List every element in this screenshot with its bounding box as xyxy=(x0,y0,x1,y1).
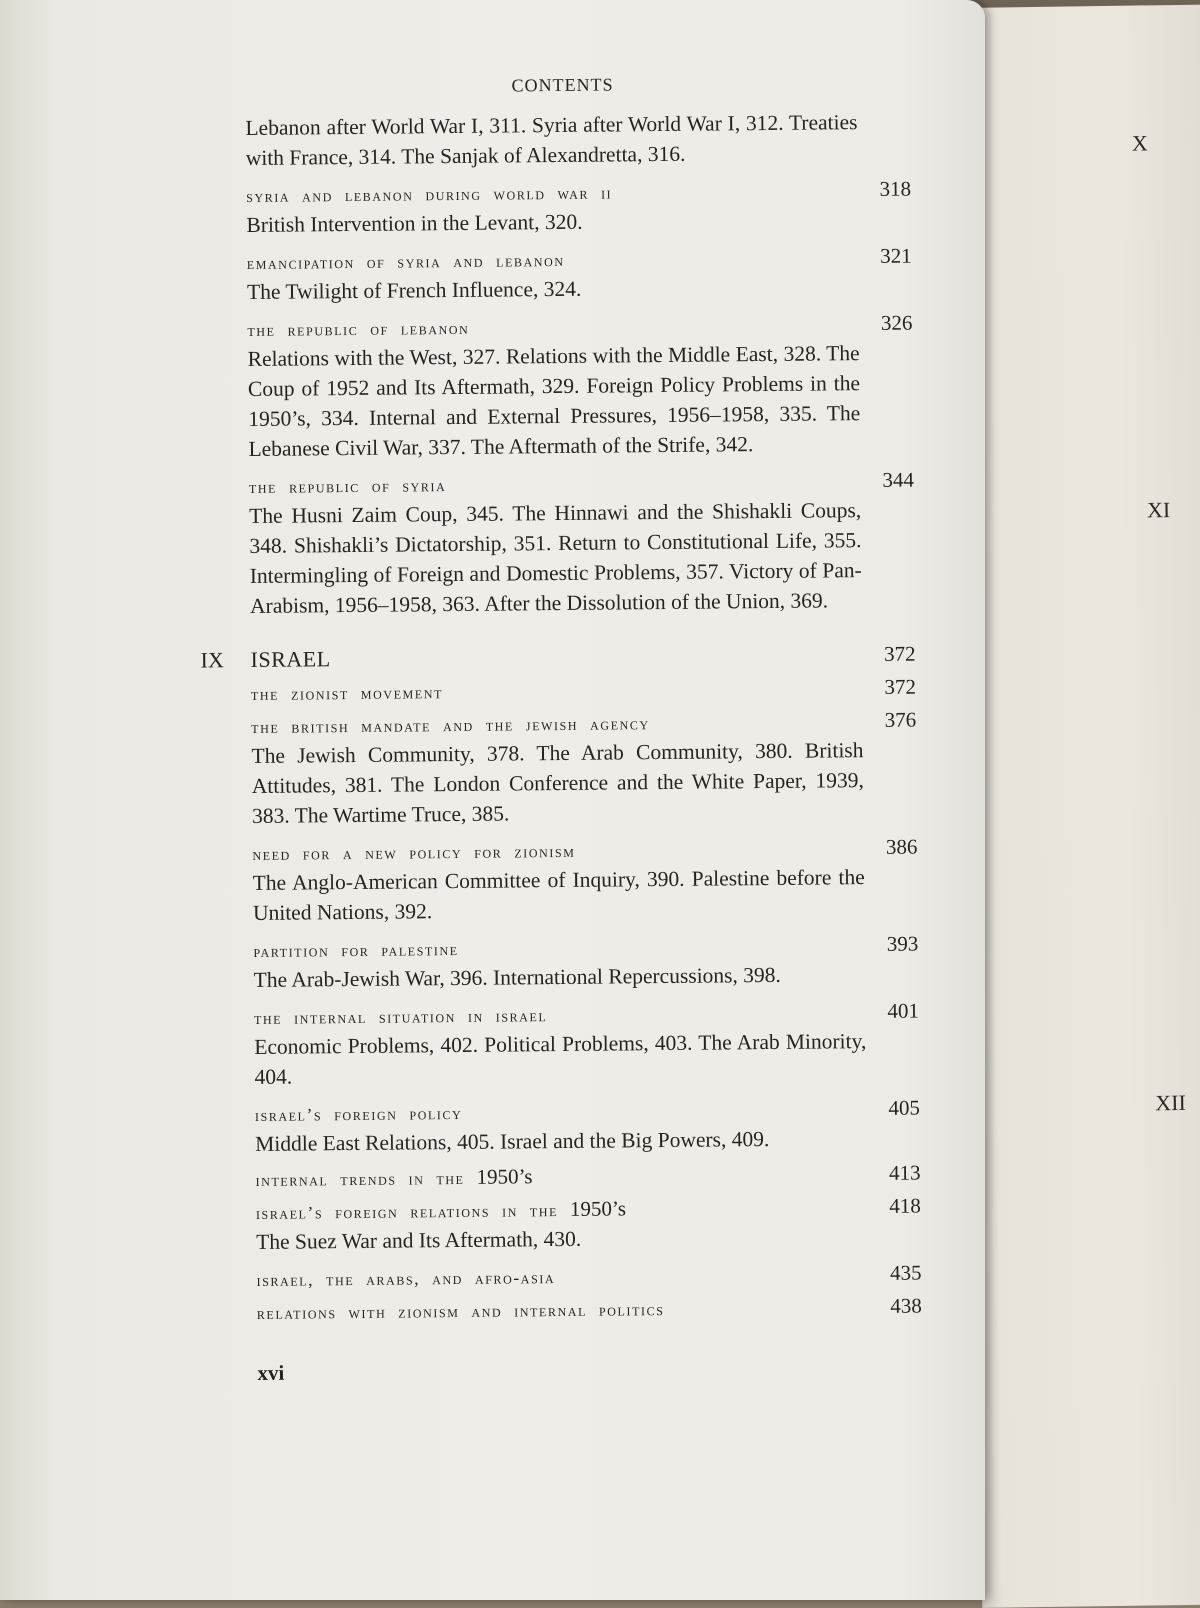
chapter-marker-xi: XI xyxy=(1146,497,1171,523)
section-title-text: israel’s foreign relations in the xyxy=(255,1200,559,1223)
chapter-page: 372 xyxy=(883,641,916,666)
section-title: the republic of syria xyxy=(248,475,447,497)
section-page: 401 xyxy=(887,998,920,1023)
section-title: relations with zionism and internal politics xyxy=(256,1299,665,1323)
section-page: 418 xyxy=(889,1193,921,1218)
section-subentries: The Twilight of French Influence, 324. xyxy=(246,276,582,304)
section-title xyxy=(256,1196,626,1225)
facing-page xyxy=(960,4,1200,1607)
chapter-number: IX xyxy=(200,647,224,673)
section-title: the internal situation in israel xyxy=(253,1005,548,1028)
section-page: 372 xyxy=(884,674,916,699)
section-page: 405 xyxy=(888,1095,921,1120)
section-title-year: 1950’s xyxy=(569,1196,627,1221)
intro-entries: Lebanon after World War I, 311. Syria after World War I, 312. Treaties with France, 314. The Sanjak of Alexandretta, 316. xyxy=(245,110,858,170)
section-title: israel’s foreign policy xyxy=(254,1102,463,1125)
section-page: 393 xyxy=(886,931,919,956)
section-title: need for a new policy for zionism xyxy=(252,840,576,864)
page-folio: xvi xyxy=(257,1360,285,1385)
page-heading: CONTENTS xyxy=(511,74,614,96)
section-title: israel, the arabs, and afro-asia xyxy=(256,1267,556,1290)
section-subentries: Economic Problems, 402. Political Problems, 403. The Arab Minority, 404. xyxy=(254,1029,867,1089)
section-page: 438 xyxy=(890,1293,922,1318)
section-page: 376 xyxy=(884,707,917,732)
section-page: 318 xyxy=(879,176,912,201)
section-page: 344 xyxy=(882,467,915,492)
chapter-heading xyxy=(200,641,916,673)
section-title: the zionist movement xyxy=(250,682,444,704)
section-subentries: The Anglo-American Committee of Inquiry, 390. Palestine before the United Nations, 392. xyxy=(252,865,865,925)
section-title-text: internal trends in the xyxy=(255,1167,465,1190)
section-title-year: 1950’s xyxy=(476,1164,533,1189)
section-subentries: The Arab-Jewish War, 396. International Repercussions, 398. xyxy=(253,962,781,992)
section-title: syria and lebanon during world war ii xyxy=(246,182,613,206)
chapter-title: ISRAEL xyxy=(250,646,331,672)
section-page: 386 xyxy=(885,834,918,859)
section-page: 321 xyxy=(880,243,912,268)
section-title: partition for palestine xyxy=(253,938,459,961)
section-subentries: The Jewish Community, 378. The Arab Community, 380. British Attitudes, 381. The London Conference and the White Paper, 1939, 383. The Wartime Truce, 385. xyxy=(251,738,864,828)
section-subentries: Middle East Relations, 405. Israel and the Big Powers, 409. xyxy=(255,1127,770,1156)
section-title: the british mandate and the jewish agency xyxy=(251,713,650,737)
section-subentries: Relations with the West, 327. Relations with the Middle East, 328. The Coup of 1952 and Its Aftermath, 329. Foreign Policy Problems in the 1950’s, 334. Internal and External Pressures, 1956–1958, 335. The Lebanese Civil War, 337. The Aftermath of the Strife, 342. xyxy=(247,341,861,461)
contents-text xyxy=(200,72,923,1386)
chapter-marker-xii: XII xyxy=(1155,1089,1187,1116)
section-page: 326 xyxy=(880,310,913,335)
section-subentries: The Husni Zaim Coup, 345. The Hinnawi and the Shishakli Coups, 348. Shishakli’s Dictatorship, 351. Return to Constitutional Life, 355. Intermingling of Foreign and Domestic Problems, 357. Victory of Pan-Arabism, 1956–1958, 363. After the Dissolution of the Union, 369. xyxy=(249,498,862,618)
section-title xyxy=(255,1164,532,1192)
section-page: 413 xyxy=(888,1160,921,1185)
section-subentries: The Suez War and Its Aftermath, 430. xyxy=(256,1226,582,1254)
section-page: 435 xyxy=(889,1260,922,1285)
section-title: the republic of lebanon xyxy=(247,317,470,340)
section-title: emancipation of syria and lebanon xyxy=(246,249,565,273)
chapter-marker-x: X xyxy=(1131,130,1148,156)
section-subentries: British Intervention in the Levant, 320. xyxy=(246,209,583,237)
